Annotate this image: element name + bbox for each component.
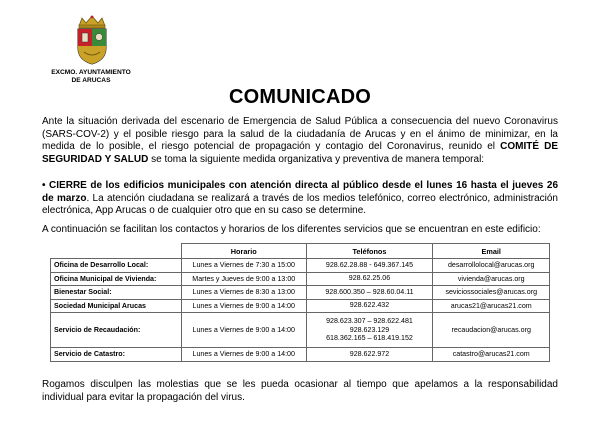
phone-number: 618.362.165 – 618.419.152 [326,334,413,343]
office-name: Oficina de Desarrollo Local: [51,259,182,273]
table-row [51,272,550,286]
table-row [51,299,550,313]
phone-number: 928.600.350 – 928.60.04.11 [325,287,414,296]
office-phones [306,259,433,273]
office-phones [306,299,433,313]
measure-detail: . La atención ciudadana se realizará a través de los medios telefónico, correo electrónico, administración electrónica, App Arucas o de cualquier otro que en su caso se determine. [42,192,558,217]
table-header-row [51,244,550,259]
table-row [51,259,550,273]
office-phones [306,348,433,362]
table-row [51,348,550,362]
office-hours: Lunes a Viernes de 7:30 a 15:00 [181,259,306,273]
office-phones [306,313,433,348]
office-phones [306,286,433,300]
office-hours: Lunes a Viernes de 9:00 a 14:00 [181,348,306,362]
office-name: Sociedad Municipal Arucas [51,299,182,313]
header-horario: Horario [181,244,306,259]
phone-number: 928.62.28.88 - 649.367.145 [325,260,414,269]
organization-line-1: EXCMO. AYUNTAMIENTO [51,69,131,76]
office-email: arucas21@arucas21.com [433,299,550,313]
phone-number: 928.622.432 [349,301,390,310]
office-hours: Martes y Jueves de 9:00 a 13:00 [181,272,306,286]
table-row [51,313,550,348]
committee-name: COMITÉ DE SEGURIDAD Y SALUD [42,141,559,165]
office-phones [306,272,433,286]
contacts-table [50,243,550,362]
phone-number: 928.623.129 [349,325,390,334]
organization-line-2: DE ARUCAS [71,77,111,84]
office-name: Servicio de Catastro: [51,348,182,362]
table-header-blank [51,244,182,259]
header-email: Email [433,244,550,259]
closing-paragraph: Rogamos disculpen las molestias que se les pueda ocasionar al tiempo que apelamos a la responsabilidad individual para evitar la propagación del virus. [42,379,558,403]
intro-tail: se toma la siguiente medida organizativa y preventiva de manera temporal: [148,153,485,165]
office-hours: Lunes a Viernes de 9:00 a 14:00 [181,299,306,313]
office-email: catastro@arucas21.com [433,348,550,362]
coat-of-arms-logo [74,14,110,66]
organization-name [30,69,152,85]
bullet: • [42,180,46,191]
intro-text: Ante la situación derivada del escenario de Emergencia de Salud Pública a consecuencia del nuevo Coronavirus (SARS-COV-2) y el posible riesgo para la salud de la ciudadanía de Arucas y en el ánimo de minimizar, en la medida de lo posible, el riesgo potencial de propagación y contagio del Coronavirus, reunido el [42,116,558,153]
office-email: vivienda@arucas.org [433,272,550,286]
phone-number: 928.622.972 [349,349,390,358]
measure-headline: CIERRE de los edificios municipales con atención directa al público desde el lunes 16 hasta el jueves 26 de marzo [42,180,559,204]
office-name: Bienestar Social: [51,286,182,300]
header-telefonos: Teléfonos [306,244,433,259]
contacts-intro: A continuación se facilitan los contactos y horarios de los diferentes servicios que se encuentran en este edificio: [42,224,541,235]
phone-number: 928.623.307 – 928.622.481 [326,317,413,326]
office-email: desarrollolocal@arucas.org [433,259,550,273]
office-name: Oficina Municipal de Vivienda: [51,272,182,286]
office-hours: Lunes a Viernes de 9:00 a 14:00 [181,313,306,348]
office-email: recaudacion@arucas.org [433,313,550,348]
office-name: Servicio de Recaudación: [51,313,182,348]
page-title: COMUNICADO [229,86,371,108]
intro-paragraph [42,116,558,166]
phone-number: 928.62.25.06 [348,274,391,283]
office-hours: Lunes a Viernes de 8:30 a 13:00 [181,286,306,300]
table-row [51,286,550,300]
measure-paragraph [42,180,558,218]
office-email: seviciossociales@arucas.org [433,286,550,300]
